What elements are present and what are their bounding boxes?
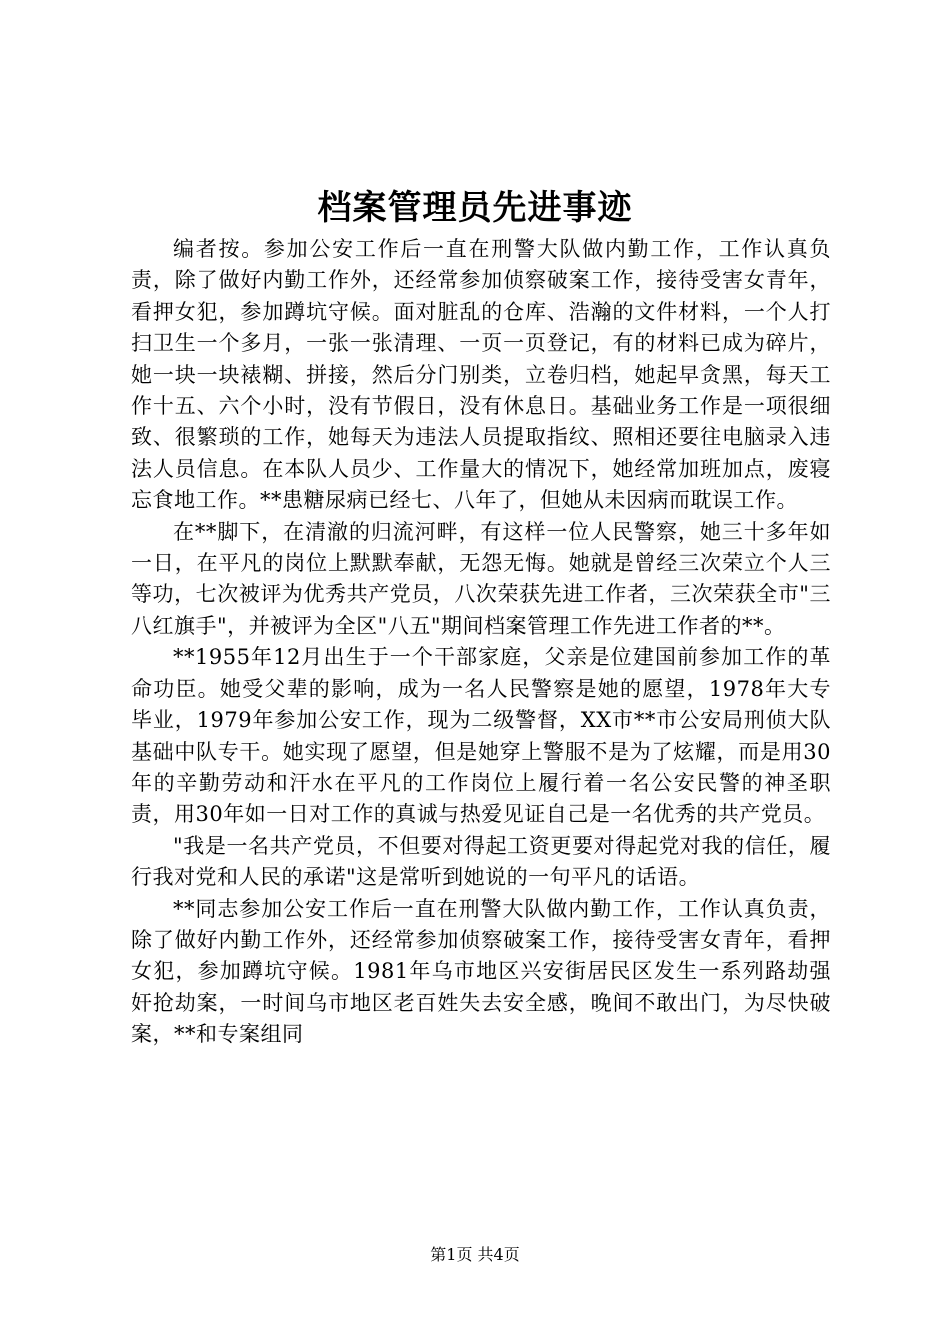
paragraph-introduction: 在**脚下，在清澈的归流河畔，有这样一位人民警察，她三十多年如一日，在平凡的岗位上默默奉献，无怨无悔。她就是曾经三次荣立个人三等功，七次被评为优秀共产党员，八次荣获先进工作者，三次荣获全市"三八红旗手"，并被评为全区"八五"期间档案管理工作先进工作者的**。 [131, 519, 831, 638]
document-body [131, 234, 831, 1051]
paragraph-editor-note: 编者按。参加公安工作后一直在刑警大队做内勤工作，工作认真负责，除了做好内勤工作外，还经常参加侦察破案工作，接待受害女青年，看押女犯，参加蹲坑守候。面对脏乱的仓库、浩瀚的文件材料，一个人打扫卫生一个多月，一张一张清理、一页一页登记，有的材料已成为碎片，她一块一块裱糊、拼接，然后分门别类，立卷归档，她起早贪黑，每天工作十五、六个小时，没有节假日，没有休息日。基础业务工作是一项很细致、很繁琐的工作，她每天为违法人员提取指纹、照相还要往电脑录入违法人员信息。在本队人员少、工作量大的情况下，她经常加班加点，废寝忘食地工作。**患糖尿病已经七、八年了，但她从未因病而耽误工作。 [131, 237, 831, 513]
document-title: 档案管理员先进事迹 [317, 188, 633, 228]
paragraph-quote: "我是一名共产党员，不但要对得起工资更要对得起党对我的信任，履行我对党和人民的承诺"这是常听到她说的一句平凡的话语。 [131, 833, 831, 890]
paragraph-biography: **1955年12月出生于一个干部家庭，父亲是位建国前参加工作的革命功臣。她受父辈的影响，成为一名人民警察是她的愿望，1978年大专毕业，1979年参加公安工作，现为二级警督，XX市**市公安局刑侦大队基础中队专干。她实现了愿望，但是她穿上警服不是为了炫耀，而是用30年的辛勤劳动和汗水在平凡的工作岗位上履行着一名公安民警的神圣职责，用30年如一日对工作的真诚与热爱见证自己是一名优秀的共产党员。 [131, 645, 831, 827]
paragraph-work-history: **同志参加公安工作后一直在刑警大队做内勤工作，工作认真负责，除了做好内勤工作外，还经常参加侦察破案工作，接待受害女青年，看押女犯，参加蹲坑守候。1981年乌市地区兴安街居民区发生一系列路劫强奸抢劫案，一时间乌市地区老百姓失去安全感，晚间不敢出门，为尽快破案，**和专案组同 [131, 896, 831, 1047]
page-number-footer: 第1页 共4页 [430, 1245, 520, 1264]
